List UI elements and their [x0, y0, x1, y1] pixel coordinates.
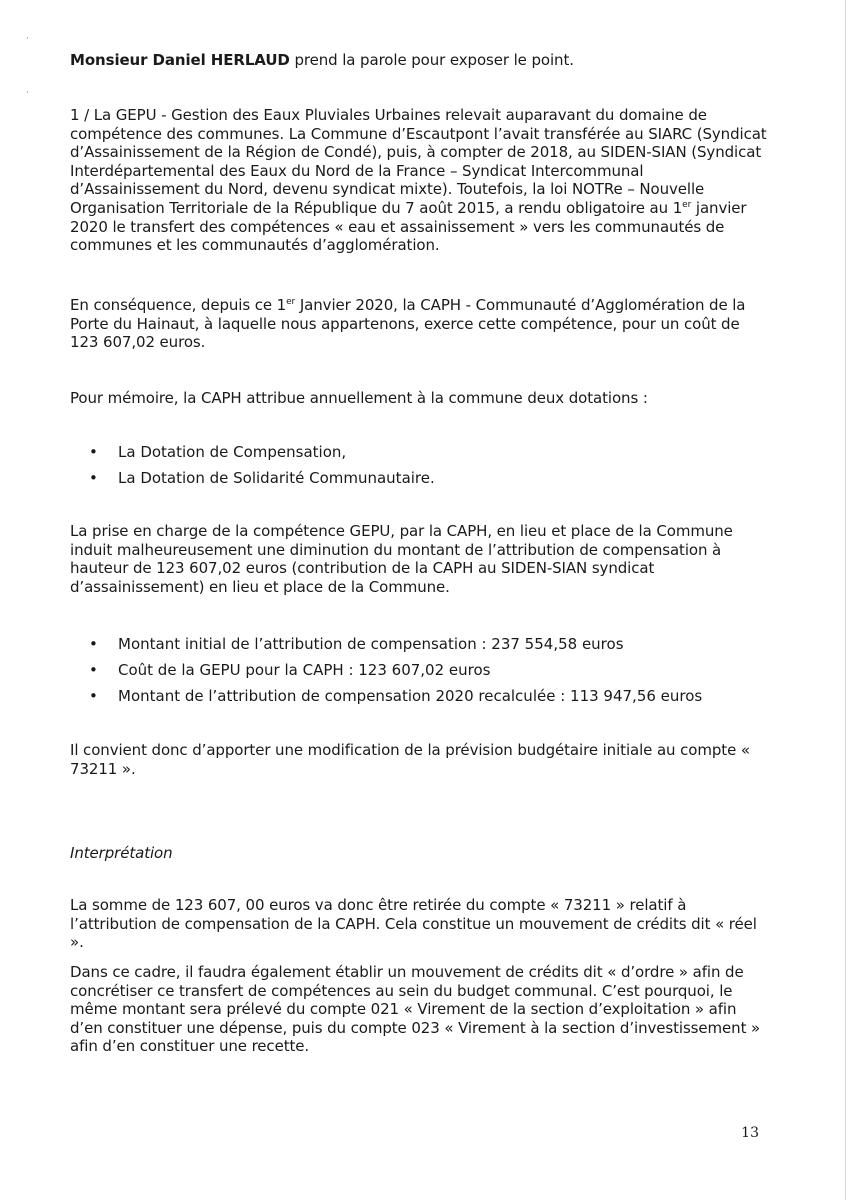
paragraph-text: janvier 2020 le transfert des compétences « eau et assainissement » vers les communautés de communes et les communautés d’agglomération.: [70, 198, 747, 255]
speaker-intro: [70, 51, 770, 70]
paragraph-budget-modification: Il convient donc d’apporter une modification de la prévision budgétaire initiale au compte « 73211 ».: [70, 741, 750, 778]
bullet-icon: •: [89, 635, 98, 653]
list-item-text: Montant initial de l’attribution de compensation : 237 554,58 euros: [118, 635, 624, 653]
scan-edge-line: [845, 0, 846, 1200]
margin-speck: ·: [26, 34, 29, 44]
paragraph-credit-movement-real: La somme de 123 607, 00 euros va donc être retirée du compte « 73211 » relatif à l’attribution de compensation de la CAPH. Cela constitue un mouvement de crédits dit « réel ».: [70, 896, 757, 952]
bullet-icon: •: [89, 661, 98, 679]
bullet-icon: •: [89, 469, 98, 487]
list-item-text: La Dotation de Solidarité Communautaire.: [118, 469, 435, 487]
paragraph-text: Janvier 2020, la CAPH - Communauté d’Agglomération de la Porte du Hainaut, à laquelle nous appartenons, exerce cette compétence, pour un coût de 123 607,02 euros.: [70, 296, 746, 352]
margin-speck: ·: [26, 88, 29, 98]
paragraph-caph-competence: [70, 296, 770, 352]
paragraph-text: En conséquence, depuis ce 1: [70, 296, 287, 314]
page-number: 13: [741, 1125, 759, 1141]
paragraph-text: 1 / La GEPU - Gestion des Eaux Pluviales Urbaines relevait auparavant du domaine de compétence des communes. La Commune d’Escautpont l’avait transférée au SIARC (Syndicat d’Assainissement de la Région de Condé), puis, à compter de 2018, au SIDEN-SIAN (Syndicat Interdépartemental des Eaux du Nord de la France – Syndicat Intercommunal d’Assainissement du Nord, devenu syndicat mixte). Toutefois, la loi NOTRe – Nouvelle Organisation Territoriale de la République du 7 août 2015, a rendu obligatoire au 1: [70, 106, 767, 217]
paragraph-gepu-history: [70, 106, 770, 255]
superscript: er: [682, 199, 692, 210]
paragraph-dotations-intro: Pour mémoire, la CAPH attribue annuellement à la commune deux dotations :: [70, 389, 648, 407]
list-item-text: La Dotation de Compensation,: [118, 443, 347, 461]
paragraph-credit-movement-order: Dans ce cadre, il faudra également établir un mouvement de crédits dit « d’ordre » afin de concrétiser ce transfert de compétences au sein du budget communal. C’est pourquoi, le même montant sera prélevé du compte 021 « Virement de la section d’exploitation » afin d’en constituer une dépense, puis du compte 023 « Virement à la section d’investissement » afin d’en constituer une recette.: [70, 963, 761, 1056]
speaker-intro-text: prend la parole pour exposer le point.: [289, 51, 574, 69]
list-item-text: Coût de la GEPU pour la CAPH : 123 607,02 euros: [118, 661, 491, 679]
speaker-name: Monsieur Daniel HERLAUD: [70, 51, 290, 69]
list-item-text: Montant de l’attribution de compensation 2020 recalculée : 113 947,56 euros: [118, 687, 703, 705]
superscript: er: [286, 297, 296, 307]
bullet-icon: •: [89, 443, 98, 461]
section-heading: Interprétation: [70, 844, 173, 862]
paragraph-compensation-reduction: La prise en charge de la compétence GEPU, par la CAPH, en lieu et place de la Commune induit malheureusement une diminution du montant de l’attribution de compensation à hauteur de 123 607,02 euros (contribution de la CAPH au SIDEN-SIAN syndicat d’assainissement) en lieu et place de la Commune.: [70, 522, 733, 596]
bullet-icon: •: [89, 687, 98, 705]
